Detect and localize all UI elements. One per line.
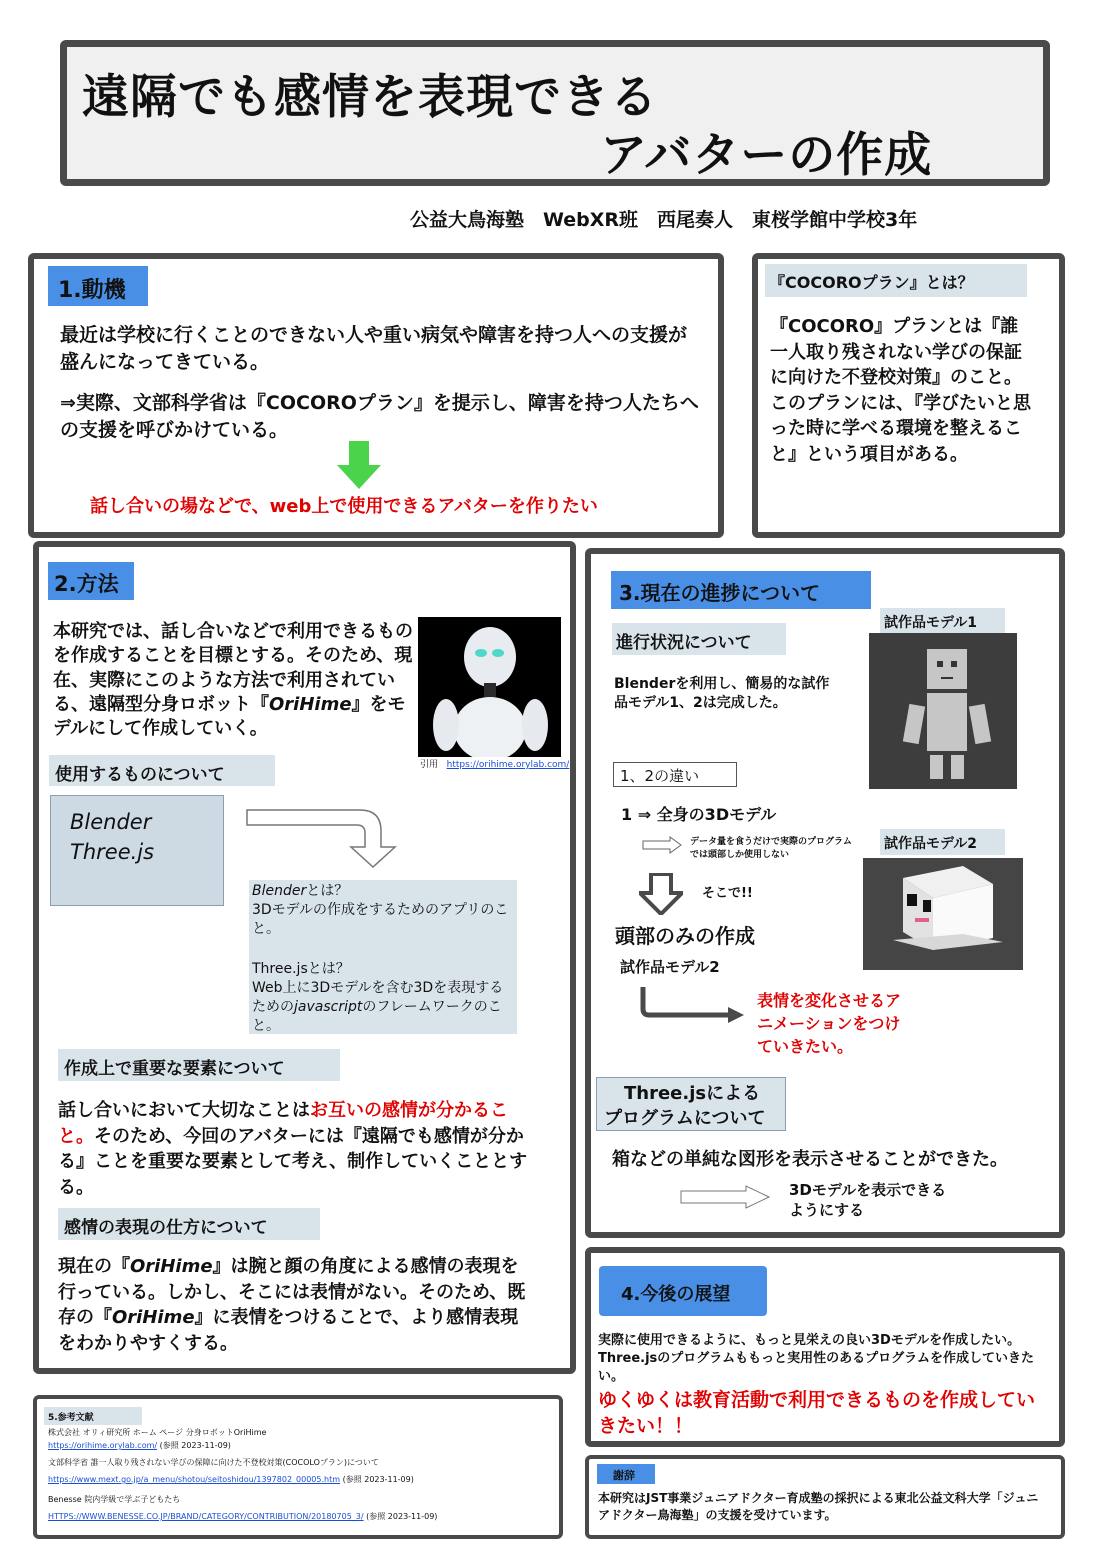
model1-figure (869, 633, 1017, 789)
status-heading: 進行状況について (612, 623, 786, 655)
citation: 引用 https://orihime.orylab.com/ (420, 760, 570, 770)
model2-label: 試作品モデル2 (880, 829, 1005, 855)
important-heading: 作成上で重要な要素について (58, 1049, 340, 1081)
next-goal: 表情を変化させるアニメーションをつけていきたい。 (757, 991, 902, 1057)
diff-note: データ量を食うだけで実際のプログラムでは頭部しか使用しない (690, 837, 852, 861)
program-body: 箱などの単純な図形を表示させることができた。 (612, 1149, 1008, 1170)
model2-figure (863, 858, 1023, 970)
program-next: 3Dモデルを表示できるようにする (789, 1181, 947, 1220)
tool-blender: Blender (70, 810, 152, 834)
poster-title-line1: 遠隔でも感情を表現できる (82, 70, 658, 125)
method-heading: 2.方法 (48, 562, 134, 600)
down-arrow-icon (335, 441, 383, 491)
motivation-para1: 最近は学校に行くことのできない人や重い病気や障害を持つ人への支援が盛んになってきている。 (60, 324, 688, 373)
ref3-link-line: HTTPS://WWW.BENESSE.CO.JP/BRAND/CATEGORY/CONTRIBUTION/20180705_3/ (参照 2023-11-09) (48, 1512, 438, 1521)
blender-explain: Blenderとは？ 3Dモデルの作成をするためのアプリのこと。 (252, 883, 509, 937)
ref3: Benesse 院内学級で学ぶ子どもたち (48, 1495, 181, 1504)
thanks-body: 本研究はJST事業ジュニアドクター育成塾の採択による東北公益文科大学「ジュニアドクター鳥海塾」の支援を受けています。 (598, 1491, 1039, 1523)
tool-threejs: Three.js (70, 840, 155, 864)
references-heading: 5.参考文献 (44, 1407, 142, 1425)
ref1-link-line: https://orihime.orylab.com/ (参照 2023-11-09) (48, 1441, 231, 1450)
so-text: そこで!! (702, 886, 753, 901)
curved-arrow-icon (245, 805, 405, 873)
program-heading-1: Three.jsによる (624, 1083, 761, 1104)
motivation-para2: ⇒実際、文部科学省は『COCOROプラン』を提示し、障害を持つ人たちへの支援を呼びかけている。 (60, 392, 699, 441)
tools-heading: 使用するものについて (49, 755, 275, 786)
ref1-link[interactable]: https://orihime.orylab.com/ (48, 1441, 158, 1450)
status-body: Blenderを利用し、簡易的な試作品モデル1、2は完成した。 (614, 676, 830, 711)
model1-image (869, 633, 1017, 789)
future-body: 実際に使用できるように、もっと見栄えの良い3Dモデルを作成したい。Three.jsのプログラムももっと実用性のあるプログラムを作成していきたい。 (598, 1333, 1035, 1385)
motivation-conclusion: 話し合いの場などで、web上で使用できるアバターを作りたい (90, 496, 598, 517)
threejs-explain: Three.jsとは？ Web上に3Dモデルを含む3Dを表現するためのjavascriptのフレームワークのこと。 (252, 961, 504, 1034)
emotion-body: 現在の『OriHime』は腕と顔の角度による感情の表現を行っている。しかし、そこには表情がない。そのため、既存の『OriHime』に表情をつけることで、より感情表現をわかりやすくする。 (58, 1256, 526, 1354)
future-goal: ゆくゆくは教育活動で利用できるものを作成していきたい！！ (598, 1389, 1036, 1437)
emotion-heading: 感情の表現の仕方について (58, 1208, 320, 1240)
progress-heading: 3.現在の進捗について (611, 571, 871, 609)
ref3-link[interactable]: HTTPS://WWW.BENESSE.CO.JP/BRAND/CATEGORY/CONTRIBUTION/20180705_3/ (48, 1512, 364, 1521)
ref2-link-line: https://www.mext.go.jp/a_menu/shotou/seitoshidou/1397802_00005.htm (参照 2023-11-09) (48, 1475, 414, 1484)
model2-image (863, 858, 1023, 970)
future-heading: 4.今後の展望 (599, 1266, 767, 1316)
model2-sub: 試作品モデル2 (620, 958, 720, 976)
model1-label: 試作品モデル1 (880, 608, 1005, 634)
cocoro-body: 『COCORO』プランとは『誰一人取り残されない学びの保証に向けた不登校対策』のこと。このプランには、『学びたいと思った時に学べる環境を整えること』という項目がある。 (770, 316, 1031, 465)
robot-illustration (418, 617, 561, 757)
thanks-heading: 謝辞 (597, 1464, 655, 1484)
bent-arrow-icon (638, 985, 748, 1025)
motivation-heading: 1.動機 (48, 266, 148, 306)
orihime-photo (418, 617, 561, 757)
down-arrow-grey-icon (639, 873, 683, 915)
small-right-arrow-icon (642, 836, 682, 854)
important-body: 話し合いにおいて大切なことはお互いの感情が分かること。そのため、今回のアバターには『遠隔でも感情が分かる』ことを重要な要素として考え、制作していくこととする。 (58, 1100, 528, 1198)
citation-link[interactable]: https://orihime.orylab.com/ (446, 760, 570, 770)
author-line: 公益大鳥海塾 WebXR班 西尾奏人 東桜学館中学校3年 (410, 209, 918, 231)
right-arrow-icon (680, 1185, 770, 1209)
poster-title-line2: アバターの作成 (600, 128, 933, 183)
ref1: 株式会社 オリィ研究所 ホーム ページ 分身ロボットOriHime (48, 1428, 267, 1437)
method-intro: 本研究では、話し合いなどで利用できるものを作成することを目標とする。そのため、現在、実際にこのような方法で利用されている、遠隔型分身ロボット『OriHime』をモデルにして作成していく。 (53, 621, 413, 740)
diff-heading: 1、2の違い (613, 762, 737, 787)
ref2: 文部科学省 誰一人取り残されない学びの保障に向けた不登校対策(COCOLOプラン)について (48, 1458, 379, 1467)
diff-line: 1 ⇒ 全身の3Dモデル (621, 805, 777, 824)
head-only: 頭部のみの作成 (615, 924, 755, 948)
program-heading-2: プログラムについて (604, 1108, 766, 1129)
ref2-link[interactable]: https://www.mext.go.jp/a_menu/shotou/seitoshidou/1397802_00005.htm (48, 1475, 341, 1484)
cocoro-heading: 『COCOROプラン』とは？ (765, 264, 1027, 297)
